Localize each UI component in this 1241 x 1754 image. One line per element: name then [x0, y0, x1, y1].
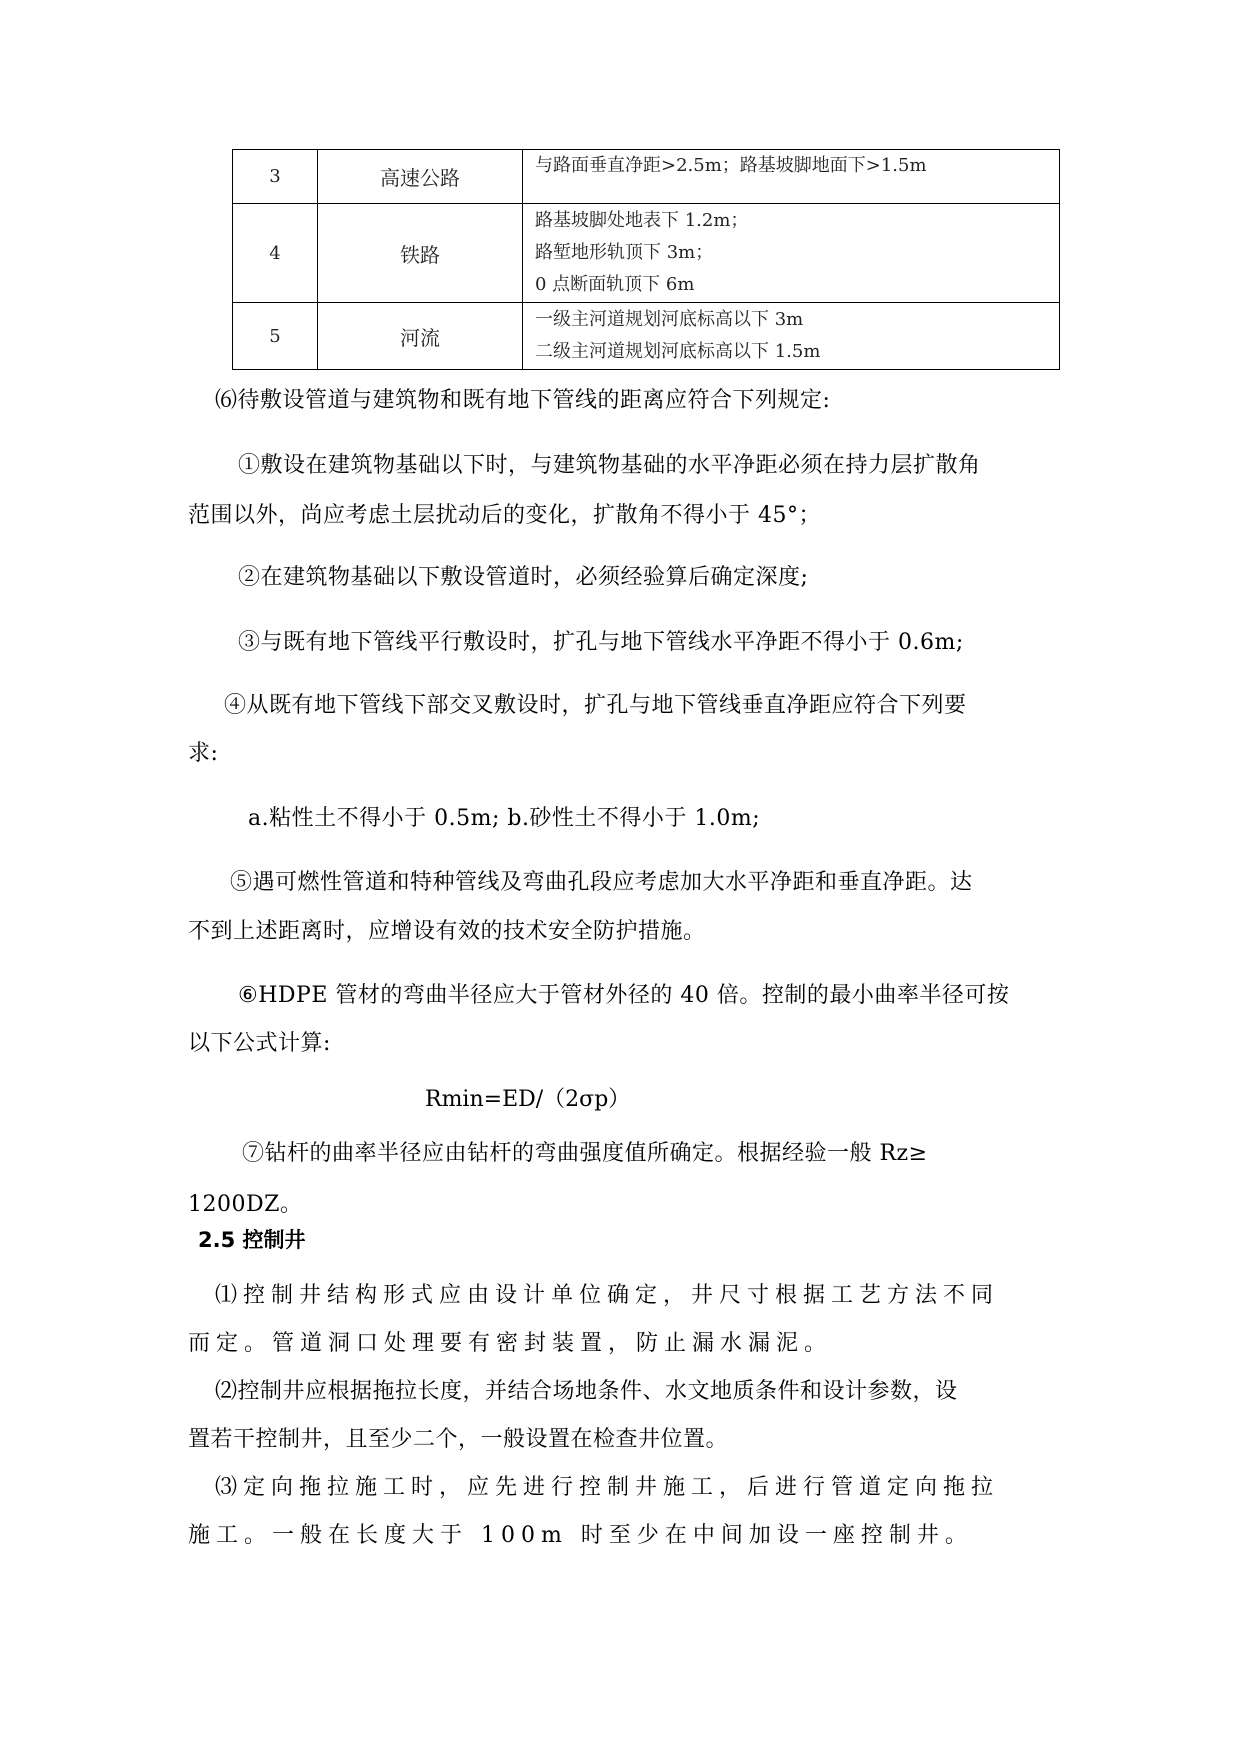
item-4-line-1: ④从既有地下管线下部交叉敷设时，扩孔与地下管线垂直净距应符合下列要: [224, 693, 967, 718]
formula: Rmin=ED/（2σp）: [425, 1087, 631, 1112]
paragraph-6-intro: ⑹待敷设管道与建筑物和既有地下管线的距离应符合下列规定:: [215, 388, 831, 413]
section-item-1-line-1: ⑴控制井结构形式应由设计单位确定，井尺寸根据工艺方法不同: [215, 1283, 1000, 1308]
section-item-1-line-2: 而定。管道洞口处理要有密封装置，防止漏水漏泥。: [188, 1331, 833, 1356]
requirement-line: 一级主河道规划河底标高以下 3m: [535, 309, 804, 330]
row-number: 5: [233, 303, 318, 370]
item-4-line-2: 求:: [188, 741, 219, 766]
row-number: 4: [233, 204, 318, 303]
table-row: [233, 150, 1060, 204]
item-5-line-1: ⑤遇可燃性管道和特种管线及弯曲孔段应考虑加大水平净距和垂直净距。达: [230, 870, 973, 895]
section-item-3-line-2: 施工。一般在长度大于 100m 时至少在中间加设一座控制井。: [188, 1523, 973, 1548]
row-requirement: [523, 150, 1060, 204]
item-1-line-1: ①敷设在建筑物基础以下时，与建筑物基础的水平净距必须在持力层扩散角: [238, 453, 981, 478]
item-6-line-2: 以下公式计算:: [188, 1031, 331, 1056]
requirement-line: 路基坡脚处地表下 1.2m；: [535, 210, 749, 231]
row-name: 高速公路: [318, 150, 523, 204]
item-2: ②在建筑物基础以下敷设管道时，必须经验算后确定深度;: [238, 565, 809, 590]
requirement-line: 二级主河道规划河底标高以下 1.5m: [535, 341, 821, 362]
row-requirement: [523, 303, 1060, 370]
requirement-line: 与路面垂直净距>2.5m；路基坡脚地面下>1.5m: [535, 155, 927, 176]
section-heading: 2.5 控制井: [198, 1228, 306, 1252]
item-6-line-1: ⑥HDPE 管材的弯曲半径应大于管材外径的 40 倍。控制的最小曲率半径可按: [238, 983, 1010, 1008]
item-3: ③与既有地下管线平行敷设时，扩孔与地下管线水平净距不得小于 0.6m;: [238, 630, 964, 655]
requirement-line: 路堑地形轨顶下 3m；: [535, 242, 714, 263]
requirement-line: 0 点断面轨顶下 6m: [535, 274, 695, 295]
item-4-sub: a.粘性土不得小于 0.5m; b.砂性土不得小于 1.0m;: [248, 806, 761, 831]
row-number: 3: [233, 150, 318, 204]
section-item-2-line-1: ⑵控制井应根据拖拉长度，并结合场地条件、水文地质条件和设计参数，设: [215, 1379, 958, 1404]
section-item-2-line-2: 置若干控制井，且至少二个，一般设置在检查井位置。: [188, 1427, 729, 1452]
item-7-line-1: ⑦钻杆的曲率半径应由钻杆的弯曲强度值所确定。根据经验一般 Rz≥: [242, 1141, 928, 1166]
item-7-line-2: 1200DZ。: [188, 1192, 303, 1217]
table-row: [233, 303, 1060, 370]
item-1-line-2: 范围以外，尚应考虑土层扰动后的变化，扩散角不得小于 45°；: [188, 503, 821, 528]
row-requirement: [523, 204, 1060, 303]
crossing-requirements-table: [232, 149, 1060, 370]
section-item-3-line-1: ⑶定向拖拉施工时，应先进行控制井施工，后进行管道定向拖拉: [215, 1475, 1000, 1500]
item-5-line-2: 不到上述距离时，应增设有效的技术安全防护措施。: [188, 919, 706, 944]
row-name: 铁路: [318, 204, 523, 303]
row-name: 河流: [318, 303, 523, 370]
table-row: [233, 204, 1060, 303]
